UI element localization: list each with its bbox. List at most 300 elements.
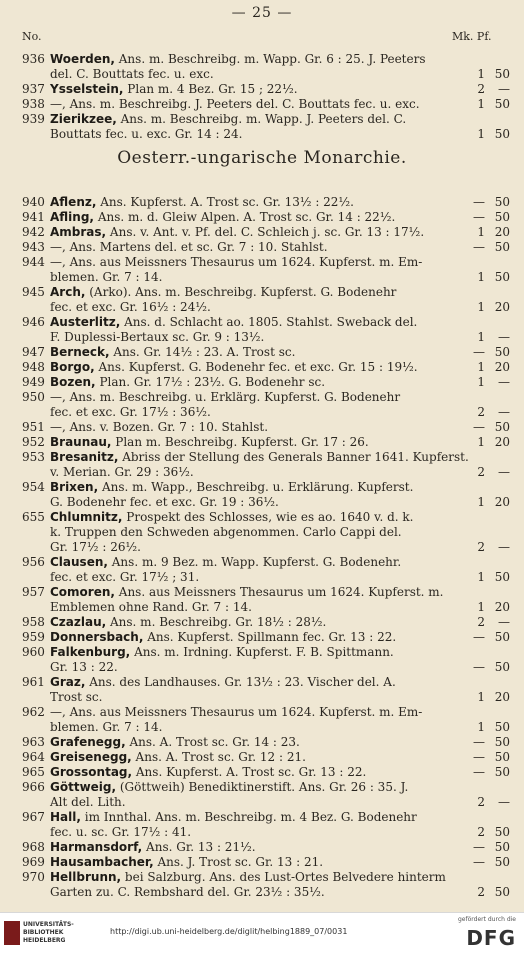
catalog-line (22, 67, 510, 82)
price-pfennig: 50 (494, 885, 510, 899)
entry-description: Ans. Kupferst. A. Trost sc. Gr. 13½ : 22½. (96, 195, 354, 209)
entry-description: Ans. d. Schlacht ao. 1805. Stahlst. Sweback del. (120, 315, 418, 329)
price-pfennig: 50 (494, 270, 510, 284)
price-marks: 2 (477, 405, 485, 419)
catalog-line (22, 645, 502, 660)
price-marks: — (473, 840, 485, 854)
catalog-line (22, 810, 502, 825)
catalog-line (22, 225, 510, 240)
entry-description: Ans. A. Trost sc. Gr. 12 : 21. (131, 750, 306, 764)
entry-number: 958 (22, 615, 45, 629)
catalog-line (22, 345, 510, 360)
entry-description: Ans. J. Trost sc. Gr. 13 : 21. (153, 855, 324, 869)
catalog-line (22, 360, 510, 375)
price-pfennig: 50 (494, 210, 510, 224)
price-marks: 1 (477, 300, 485, 314)
library-name-line2: BIBLIOTHEK (23, 929, 64, 936)
entry-description: Ans. aus Meissners Thesaurus um 1624. Kupferst. m. (114, 585, 444, 599)
price-marks: 2 (477, 825, 485, 839)
price-marks: 2 (477, 795, 485, 809)
price-marks: 2 (477, 465, 485, 479)
entry-text (50, 885, 325, 900)
entry-description: Alt del. Lith. (50, 795, 126, 809)
price-pfennig: — (498, 405, 510, 419)
entry-number: 945 (22, 285, 45, 299)
entry-description: Garten zu. C. Rembshard del. Gr. 23½ : 35½. (50, 885, 325, 899)
entry-description: bei Salzburg. Ans. des Lust-Ortes Belvedere hinterm (121, 870, 446, 884)
catalog-line (22, 270, 510, 285)
entry-description: Ans. Gr. 13 : 21½. (142, 840, 256, 854)
library-emblem-icon (4, 921, 20, 945)
entry-description: fec. et exc. Gr. 17½ : 36½. (50, 405, 211, 419)
entry-place-name: Graz, (50, 675, 86, 689)
entry-text (50, 630, 396, 645)
entry-text (50, 330, 264, 345)
catalog-line (22, 795, 510, 810)
entry-place-name: Donnersbach, (50, 630, 144, 644)
price-marks: 1 (477, 330, 485, 344)
entry-description: Ans. m. Beschreibg. m. Wapp. Gr. 6 : 25. J. Peeters (114, 52, 426, 66)
entry-description: Ans. Gr. 14½ : 23. A. Trost sc. (109, 345, 296, 359)
price-marks: — (473, 345, 485, 359)
entry-number: 953 (22, 450, 45, 464)
price-pfennig: 20 (494, 690, 510, 704)
column-header-number: No. (22, 30, 42, 43)
entry-text (50, 390, 400, 405)
entry-number: 961 (22, 675, 45, 689)
catalog-line (22, 210, 510, 225)
catalog-line (22, 420, 510, 435)
entry-text (50, 855, 323, 870)
catalog-line (22, 615, 510, 630)
catalog-line (22, 525, 502, 540)
entry-number: 969 (22, 855, 45, 869)
catalog-line (22, 495, 510, 510)
entry-text (50, 465, 194, 480)
catalog-line (22, 660, 510, 675)
entry-text (50, 720, 162, 735)
entry-place-name: Berneck, (50, 345, 110, 359)
entry-description: blemen. Gr. 7 : 14. (50, 720, 163, 734)
entry-description: G. Bodenehr fec. et exc. Gr. 19 : 36½. (50, 495, 279, 509)
entry-text (50, 225, 424, 240)
entry-text (50, 112, 406, 127)
price-pfennig: 20 (494, 435, 510, 449)
price-pfennig: 20 (494, 225, 510, 239)
entry-description: (Arko). Ans. m. Beschreibg. Kupferst. G. Bodenehr (85, 285, 397, 299)
entry-description: blemen. Gr. 7 : 14. (50, 270, 163, 284)
price-pfennig: 50 (494, 127, 510, 141)
entry-text (50, 315, 417, 330)
price-pfennig: 50 (494, 660, 510, 674)
price-marks: 1 (477, 570, 485, 584)
catalog-line (22, 690, 510, 705)
price-pfennig: — (498, 375, 510, 389)
entry-place-name: Arch, (50, 285, 86, 299)
entry-number: 962 (22, 705, 45, 719)
entry-place-name: Grossontag, (50, 765, 133, 779)
entry-description: F. Duplessi-Bertaux sc. Gr. 9 : 13½. (50, 330, 265, 344)
entry-text (50, 570, 199, 585)
entry-number: 938 (22, 97, 45, 111)
entry-place-name: Falkenburg, (50, 645, 131, 659)
catalog-line (22, 52, 502, 67)
entry-description: Bouttats fec. u. exc. Gr. 14 : 24. (50, 127, 243, 141)
price-marks: 1 (477, 435, 485, 449)
entry-text (50, 255, 422, 270)
entry-text (50, 585, 444, 600)
catalog-line (22, 765, 510, 780)
price-marks: 1 (477, 600, 485, 614)
price-marks: 2 (477, 885, 485, 899)
entry-description: (Göttweih) Benediktinerstift. Ans. Gr. 26 : 35. J. (116, 780, 409, 794)
entry-text (50, 675, 396, 690)
entry-text (50, 810, 417, 825)
entry-description: Prospekt des Schlosses, wie es ao. 1640 v. d. k. (122, 510, 414, 524)
entry-text (50, 735, 300, 750)
price-pfennig: — (498, 795, 510, 809)
entry-description: Ans. Kupferst. Spillmann fec. Gr. 13 : 22. (143, 630, 397, 644)
catalog-line (22, 600, 510, 615)
price-pfennig: 20 (494, 600, 510, 614)
catalog-line (22, 112, 502, 127)
price-marks: 1 (477, 375, 485, 389)
entry-description: Gr. 17½ : 26½. (50, 540, 141, 554)
entry-number: 960 (22, 645, 45, 659)
catalog-line (22, 585, 502, 600)
price-pfennig: 50 (494, 855, 510, 869)
price-pfennig: 50 (494, 840, 510, 854)
entry-place-name: Czazlau, (50, 615, 107, 629)
entry-text (50, 285, 396, 300)
entry-description: —, Ans. Martens del. et sc. Gr. 7 : 10. Stahlst. (50, 240, 328, 254)
price-pfennig: — (498, 330, 510, 344)
catalog-line (22, 735, 510, 750)
entry-place-name: Bozen, (50, 375, 96, 389)
entry-text (50, 52, 426, 67)
entry-number: 963 (22, 735, 45, 749)
catalog-line (22, 390, 502, 405)
entry-text (50, 375, 325, 390)
price-marks: — (473, 420, 485, 434)
price-pfennig: — (498, 465, 510, 479)
entry-description: —, Ans. aus Meissners Thesaurus um 1624. Kupferst. m. Em- (50, 705, 423, 719)
entry-description: Ans. des Landhauses. Gr. 13½ : 23. Vischer del. A. (85, 675, 396, 689)
price-pfennig: 20 (494, 300, 510, 314)
entry-number: 954 (22, 480, 45, 494)
entry-place-name: Comoren, (50, 585, 115, 599)
entry-place-name: Chlumnitz, (50, 510, 123, 524)
entry-description: Emblemen ohne Rand. Gr. 7 : 14. (50, 600, 252, 614)
price-marks: — (473, 195, 485, 209)
price-pfennig: 50 (494, 420, 510, 434)
entry-place-name: Hellbrunn, (50, 870, 122, 884)
price-marks: 1 (477, 495, 485, 509)
entry-text (50, 765, 366, 780)
entry-description: Plan. Gr. 17½ : 23½. G. Bodenehr sc. (95, 375, 326, 389)
price-marks: 1 (477, 67, 485, 81)
entry-description: Ans. Kupferst. G. Bodenehr fec. et exc. Gr. 15 : 19½. (94, 360, 418, 374)
price-marks: 1 (477, 720, 485, 734)
catalog-line (22, 285, 502, 300)
entry-description: Ans. m. Wapp., Beschreibg. u. Erklärung. Kupferst. (98, 480, 414, 494)
price-marks: 2 (477, 615, 485, 629)
price-pfennig: 20 (494, 360, 510, 374)
entry-text (50, 270, 162, 285)
entry-description: fec. et exc. Gr. 16½ : 24½. (50, 300, 211, 314)
catalog-line (22, 570, 510, 585)
entry-number: 943 (22, 240, 45, 254)
price-marks: — (473, 855, 485, 869)
price-marks: 1 (477, 127, 485, 141)
entry-text (50, 210, 395, 225)
catalog-line (22, 870, 502, 885)
entry-number: 939 (22, 112, 45, 126)
entry-text (50, 690, 102, 705)
entry-text (50, 750, 306, 765)
entry-text (50, 405, 211, 420)
price-marks: 2 (477, 540, 485, 554)
entry-number: 941 (22, 210, 45, 224)
entry-number: 937 (22, 82, 45, 96)
catalog-line (22, 195, 510, 210)
price-pfennig: 50 (494, 67, 510, 81)
entry-description: v. Merian. Gr. 29 : 36½. (50, 465, 194, 479)
entry-number: 949 (22, 375, 45, 389)
entry-place-name: Austerlitz, (50, 315, 121, 329)
entry-number: 940 (22, 195, 45, 209)
catalog-line (22, 435, 510, 450)
entry-place-name: Brixen, (50, 480, 99, 494)
price-marks: 1 (477, 225, 485, 239)
entry-description: im Innthal. Ans. m. Beschreibg. m. 4 Bez. G. Bodenehr (80, 810, 417, 824)
catalog-line (22, 705, 502, 720)
entry-place-name: Zierikzee, (50, 112, 117, 126)
catalog-line (22, 825, 510, 840)
entry-text (50, 615, 326, 630)
entry-place-name: Hausambacher, (50, 855, 154, 869)
catalog-line (22, 675, 502, 690)
entry-number: 942 (22, 225, 45, 239)
entry-text (50, 825, 191, 840)
entry-description: Ans. m. Beschreibg. Gr. 18½ : 28½. (106, 615, 327, 629)
price-pfennig: 20 (494, 495, 510, 509)
dfg-logo[interactable]: DFG (466, 926, 516, 950)
price-pfennig: 50 (494, 630, 510, 644)
catalog-line (22, 405, 510, 420)
entry-description: k. Truppen den Schweden abgenommen. Carlo Cappi del. (50, 525, 402, 539)
entry-text (50, 435, 369, 450)
entry-place-name: Afling, (50, 210, 94, 224)
price-marks: — (473, 660, 485, 674)
entry-description: —, Ans. v. Bozen. Gr. 7 : 10. Stahlst. (50, 420, 269, 434)
price-marks: — (473, 630, 485, 644)
entry-text (50, 540, 141, 555)
price-marks: — (473, 240, 485, 254)
catalog-line (22, 510, 502, 525)
price-pfennig: — (498, 615, 510, 629)
entry-description: fec. et exc. Gr. 17½ ; 31. (50, 570, 200, 584)
entry-place-name: Ambras, (50, 225, 107, 239)
entry-description: Plan m. Beschreibg. Kupferst. Gr. 17 : 26. (111, 435, 369, 449)
page-number: — 25 — (231, 5, 293, 21)
entry-text (50, 780, 408, 795)
entry-number: 956 (22, 555, 45, 569)
catalog-line (22, 840, 510, 855)
price-pfennig: 50 (494, 240, 510, 254)
entry-place-name: Aflenz, (50, 195, 97, 209)
entry-text (50, 345, 295, 360)
entry-description: Ans. m. Beschreibg. m. Wapp. J. Peeters del. C. (116, 112, 407, 126)
entry-number: 964 (22, 750, 45, 764)
price-marks: 1 (477, 270, 485, 284)
price-marks: 1 (477, 360, 485, 374)
entry-number: 948 (22, 360, 45, 374)
entry-text (50, 495, 279, 510)
price-marks: 1 (477, 690, 485, 704)
entry-text (50, 600, 252, 615)
price-pfennig: 50 (494, 570, 510, 584)
price-marks: 1 (477, 97, 485, 111)
catalog-line (22, 465, 510, 480)
funded-by-label: gefördert durch die (458, 916, 516, 923)
entry-description: fec. u. sc. Gr. 17½ : 41. (50, 825, 192, 839)
catalog-line (22, 555, 502, 570)
library-name-line3: HEIDELBERG (23, 937, 66, 944)
entry-text (50, 127, 243, 142)
entry-description: del. C. Bouttats fec. u. exc. (50, 67, 214, 81)
entry-place-name: Grafenegg, (50, 735, 126, 749)
entry-number: 947 (22, 345, 45, 359)
entry-text (50, 240, 328, 255)
column-header-price: Mk. Pf. (452, 30, 492, 43)
entry-text (50, 525, 402, 540)
catalog-line (22, 127, 510, 142)
entry-text (50, 510, 413, 525)
entry-number: 970 (22, 870, 45, 884)
entry-text (50, 420, 268, 435)
entry-number: 967 (22, 810, 45, 824)
price-pfennig: 50 (494, 345, 510, 359)
entry-text (50, 97, 420, 112)
catalog-line (22, 240, 510, 255)
entry-description: Trost sc. (50, 690, 103, 704)
price-pfennig: 50 (494, 195, 510, 209)
catalog-line (22, 375, 510, 390)
entry-number: 968 (22, 840, 45, 854)
price-marks: — (473, 735, 485, 749)
entry-place-name: Bresanitz, (50, 450, 119, 464)
entry-description: Ans. m. 9 Bez. m. Wapp. Kupferst. G. Bodenehr. (107, 555, 402, 569)
price-pfennig: 50 (494, 97, 510, 111)
entry-text (50, 360, 418, 375)
price-pfennig: 50 (494, 765, 510, 779)
price-marks: — (473, 750, 485, 764)
entry-text (50, 300, 211, 315)
entry-description: Plan m. 4 Bez. Gr. 15 ; 22½. (123, 82, 298, 96)
entry-text (50, 645, 394, 660)
entry-text (50, 840, 256, 855)
entry-text (50, 870, 446, 885)
catalog-line (22, 540, 510, 555)
entry-text (50, 195, 354, 210)
entry-number: 946 (22, 315, 45, 329)
source-url-link[interactable]: http://digi.ub.uni-heidelberg.de/diglit/helbing1889_07/0031 (110, 927, 348, 936)
entry-place-name: Borgo, (50, 360, 95, 374)
price-pfennig: — (498, 540, 510, 554)
entry-text (50, 705, 422, 720)
catalog-line (22, 97, 510, 112)
entry-number: 957 (22, 585, 45, 599)
viewer-footer-bar (0, 912, 524, 953)
price-pfennig: 50 (494, 735, 510, 749)
entry-description: —, Ans. m. Beschreibg. u. Erklärg. Kupferst. G. Bodenehr (50, 390, 401, 404)
price-marks: — (473, 765, 485, 779)
catalog-line (22, 480, 502, 495)
catalog-line (22, 780, 502, 795)
entry-place-name: Göttweig, (50, 780, 117, 794)
price-pfennig: 50 (494, 825, 510, 839)
catalog-line (22, 330, 510, 345)
entry-description: Ans. Kupferst. A. Trost sc. Gr. 13 : 22. (132, 765, 367, 779)
price-pfennig: — (498, 82, 510, 96)
entry-number: 950 (22, 390, 45, 404)
entry-number: 959 (22, 630, 45, 644)
catalog-line (22, 855, 510, 870)
library-name-line1: UNIVERSITÄTS- (23, 921, 74, 928)
entry-number: 944 (22, 255, 45, 269)
entry-place-name: Greisenegg, (50, 750, 132, 764)
price-pfennig: 50 (494, 720, 510, 734)
entry-text (50, 555, 401, 570)
price-pfennig: 50 (494, 750, 510, 764)
entry-place-name: Woerden, (50, 52, 115, 66)
entry-description: Gr. 13 : 22. (50, 660, 118, 674)
entry-text (50, 660, 118, 675)
price-marks: 2 (477, 82, 485, 96)
entry-description: Ans. m. Irdning. Kupferst. F. B. Spittmann. (130, 645, 394, 659)
entry-description: Ans. v. Ant. v. Pf. del. C. Schleich j. sc. Gr. 13 : 17½. (106, 225, 425, 239)
section-title: Oesterr.-ungarische Monarchie. (117, 148, 407, 168)
entry-text (50, 795, 126, 810)
entry-number: 655 (22, 510, 45, 524)
catalog-line (22, 315, 502, 330)
library-logo[interactable] (4, 919, 74, 949)
entry-number: 966 (22, 780, 45, 794)
catalog-line (22, 82, 510, 97)
entry-place-name: Clausen, (50, 555, 108, 569)
entry-place-name: Braunau, (50, 435, 112, 449)
entry-number: 952 (22, 435, 45, 449)
entry-number: 965 (22, 765, 45, 779)
entry-place-name: Hall, (50, 810, 81, 824)
entry-description: —, Ans. m. Beschreibg. J. Peeters del. C. Bouttats fec. u. exc. (50, 97, 420, 111)
entry-text (50, 82, 298, 97)
entry-place-name: Harmansdorf, (50, 840, 143, 854)
catalog-line (22, 720, 510, 735)
entry-number: 936 (22, 52, 45, 66)
entry-text (50, 450, 469, 465)
entry-description: Abriss der Stellung des Generals Banner 1641. Kupferst. (118, 450, 469, 464)
entry-description: —, Ans. aus Meissners Thesaurus um 1624. Kupferst. m. Em- (50, 255, 423, 269)
price-marks: — (473, 210, 485, 224)
entry-place-name: Ysselstein, (50, 82, 124, 96)
entry-description: Ans. m. d. Gleiw Alpen. A. Trost sc. Gr. 14 : 22½. (94, 210, 396, 224)
catalog-line (22, 885, 510, 900)
catalog-line (22, 255, 502, 270)
catalog-line (22, 450, 502, 465)
catalog-line (22, 750, 510, 765)
